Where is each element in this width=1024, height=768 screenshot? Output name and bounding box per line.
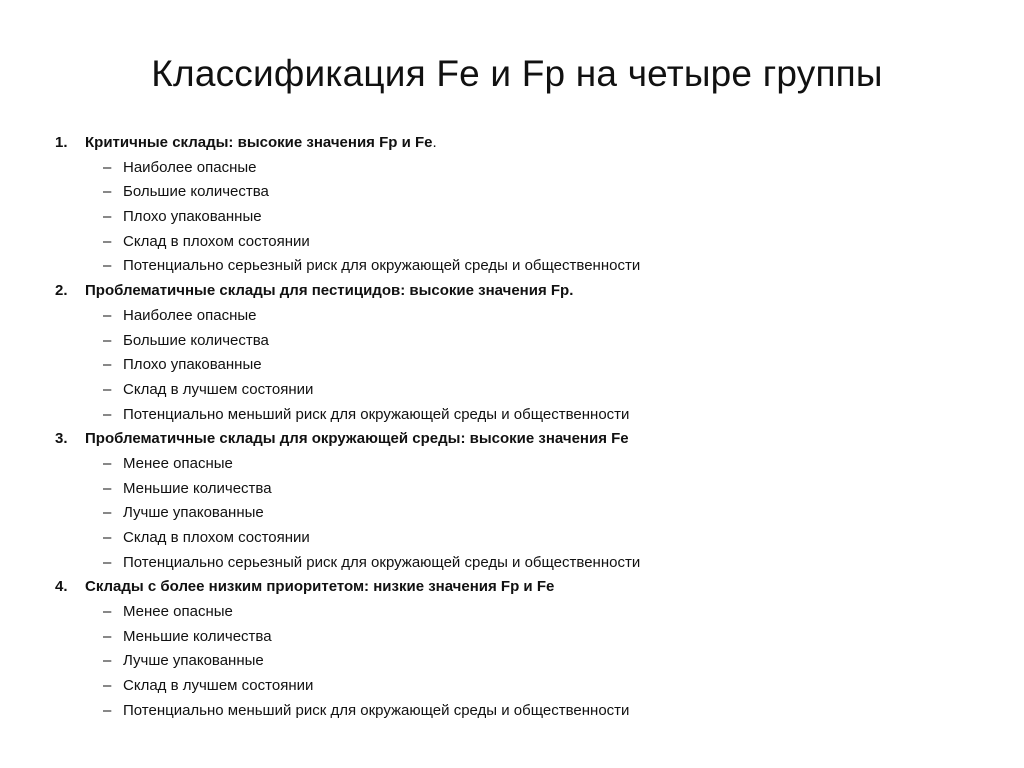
- group-item: [55, 279, 995, 427]
- criterion-text: Склад в плохом состоянии: [123, 232, 310, 250]
- group-criteria: [55, 304, 995, 427]
- criterion-item: [55, 526, 995, 551]
- criterion-text: Наиболее опасные: [123, 158, 257, 176]
- group-title: Проблематичные склады для окружающей среды: высокие значения Fe: [85, 430, 629, 448]
- group-number: 3.: [55, 430, 68, 448]
- group-item: [55, 575, 995, 723]
- group-number: 2.: [55, 282, 68, 300]
- group-heading: [55, 575, 995, 600]
- criterion-item: [55, 699, 995, 724]
- criterion-text: Склад в плохом состоянии: [123, 529, 310, 546]
- group-title: Критичные склады: высокие значения Fp и Fe: [85, 134, 433, 151]
- criterion-text: Потенциально меньший риск для окружающей среды и общественности: [123, 701, 630, 719]
- group-title: Склады с более низким приоритетом: низкие значения Fp и Fe: [85, 578, 555, 596]
- group-heading: [55, 427, 995, 452]
- dash-bullet-icon: –: [103, 701, 112, 719]
- dash-bullet-icon: –: [103, 603, 112, 621]
- group-criteria: [55, 600, 995, 723]
- criterion-text: Потенциально меньший риск для окружающей среды и общественности: [123, 405, 630, 423]
- group-list: [55, 131, 995, 724]
- group-heading: [55, 279, 995, 304]
- group-title-suffix: .: [432, 134, 437, 151]
- criterion-text: Склад в лучшем состоянии: [123, 677, 314, 695]
- dash-bullet-icon: –: [103, 232, 112, 250]
- group-heading: [55, 131, 995, 156]
- group-item: [55, 427, 995, 575]
- criterion-item: [55, 156, 995, 181]
- criterion-item: [55, 674, 995, 699]
- criterion-text: Лучше упакованные: [123, 652, 264, 670]
- criterion-text: Склад в лучшем состоянии: [123, 380, 314, 398]
- dash-bullet-icon: –: [103, 158, 112, 176]
- criterion-text: Меньшие количества: [123, 479, 272, 497]
- criterion-text: Наиболее опасные: [123, 306, 257, 324]
- group-title: Проблематичные склады для пестицидов: высокие значения Fp.: [85, 282, 574, 300]
- criterion-item: [55, 649, 995, 674]
- dash-bullet-icon: –: [103, 380, 112, 398]
- group-criteria: [55, 156, 995, 279]
- criterion-item: [55, 378, 995, 403]
- group-number: 1.: [55, 134, 68, 151]
- dash-bullet-icon: –: [103, 454, 112, 472]
- dash-bullet-icon: –: [103, 479, 112, 497]
- group-criteria: [55, 452, 995, 575]
- group-number: 4.: [55, 578, 68, 596]
- dash-bullet-icon: –: [103, 405, 112, 423]
- dash-bullet-icon: –: [103, 677, 112, 695]
- criterion-item: [55, 477, 995, 502]
- dash-bullet-icon: –: [103, 627, 112, 645]
- group-item: [55, 131, 995, 279]
- criterion-item: [55, 600, 995, 625]
- criterion-item: [55, 329, 995, 354]
- criterion-text: Менее опасные: [123, 454, 233, 472]
- dash-bullet-icon: –: [103, 183, 112, 201]
- criterion-text: Плохо упакованные: [123, 356, 262, 374]
- dash-bullet-icon: –: [103, 529, 112, 546]
- criterion-item: [55, 205, 995, 230]
- dash-bullet-icon: –: [103, 306, 112, 324]
- criterion-text: Меньшие количества: [123, 627, 272, 645]
- criterion-item: [55, 180, 995, 205]
- criterion-item: [55, 403, 995, 428]
- dash-bullet-icon: –: [103, 553, 112, 571]
- criterion-item: [55, 254, 995, 279]
- criterion-text: Потенциально серьезный риск для окружающей среды и общественности: [123, 257, 641, 275]
- criterion-text: Большие количества: [123, 331, 269, 349]
- criterion-item: [55, 230, 995, 255]
- criterion-text: Большие количества: [123, 183, 269, 201]
- criterion-item: [55, 304, 995, 329]
- criterion-text: Потенциально серьезный риск для окружающей среды и общественности: [123, 553, 641, 571]
- criterion-text: Лучше упакованные: [123, 504, 264, 522]
- criterion-item: [55, 501, 995, 526]
- dash-bullet-icon: –: [103, 331, 112, 349]
- dash-bullet-icon: –: [103, 356, 112, 374]
- dash-bullet-icon: –: [103, 257, 112, 275]
- criterion-item: [55, 452, 995, 477]
- slide-title: Классификация Fe и Fp на четыре группы: [151, 53, 883, 94]
- dash-bullet-icon: –: [103, 504, 112, 522]
- criterion-item: [55, 353, 995, 378]
- criterion-item: [55, 551, 995, 576]
- criterion-text: Менее опасные: [123, 603, 233, 621]
- criterion-item: [55, 625, 995, 650]
- criterion-text: Плохо упакованные: [123, 208, 262, 226]
- dash-bullet-icon: –: [103, 208, 112, 226]
- dash-bullet-icon: –: [103, 652, 112, 670]
